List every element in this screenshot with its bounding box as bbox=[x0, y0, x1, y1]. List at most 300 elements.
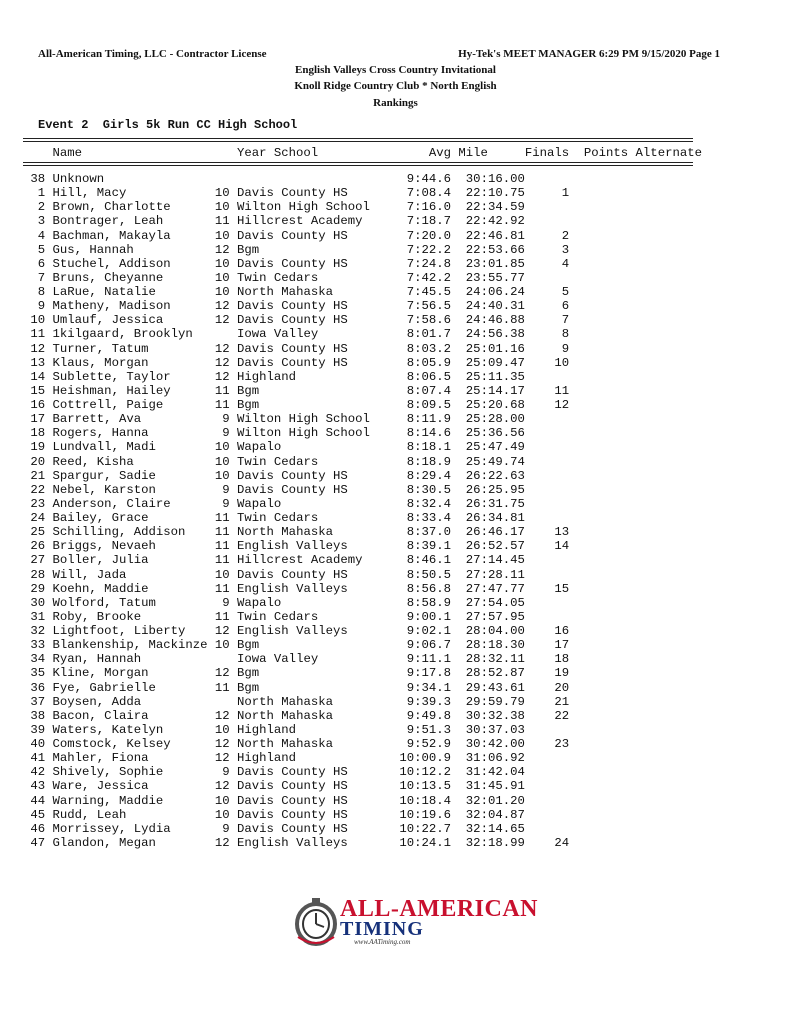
avg-mile-cell: 7:16.0 bbox=[377, 200, 452, 215]
year-cell: 12 bbox=[214, 313, 238, 328]
year-cell: 12 bbox=[214, 242, 238, 257]
name-cell: Stuchel, Addison bbox=[52, 256, 215, 271]
school-cell: Davis County HS bbox=[237, 765, 378, 780]
finals-cell: 29:43.61 bbox=[451, 680, 525, 695]
school-cell: English Valleys bbox=[237, 835, 378, 850]
avg-mile-cell: 9:34.1 bbox=[377, 680, 452, 695]
points-cell: 9 bbox=[524, 341, 570, 356]
table-row bbox=[23, 652, 569, 666]
avg-mile-cell: 10:00.9 bbox=[377, 751, 452, 766]
name-cell: Bailey, Grace bbox=[52, 511, 215, 525]
place-cell: 36 bbox=[23, 680, 53, 695]
points-cell: 7 bbox=[524, 313, 570, 328]
place-cell: 34 bbox=[23, 652, 53, 667]
points-cell: 6 bbox=[524, 299, 570, 314]
avg-mile-cell: 8:37.0 bbox=[377, 525, 452, 540]
finals-cell: 29:59.79 bbox=[451, 694, 525, 709]
finals-cell: 25:09.47 bbox=[451, 355, 525, 370]
meet-venue: Knoll Ridge Country Club * North English bbox=[294, 80, 497, 92]
place-cell: 40 bbox=[23, 737, 53, 751]
avg-mile-cell: 9:39.3 bbox=[377, 694, 452, 709]
place-cell: 9 bbox=[23, 299, 53, 314]
points-cell: 2 bbox=[524, 228, 570, 243]
avg-mile-cell: 10:13.5 bbox=[377, 779, 452, 794]
finals-cell: 25:49.74 bbox=[451, 454, 525, 469]
school-cell: Davis County HS bbox=[237, 468, 378, 483]
finals-cell: 25:11.35 bbox=[451, 369, 525, 384]
place-cell: 24 bbox=[23, 511, 53, 525]
points-cell bbox=[525, 553, 569, 567]
school-cell: Davis County HS bbox=[237, 807, 378, 822]
school-cell: Wilton High School bbox=[237, 200, 378, 215]
finals-cell: 28:52.87 bbox=[451, 666, 525, 681]
avg-mile-cell: 9:11.1 bbox=[377, 652, 452, 667]
year-cell: 10 bbox=[214, 468, 238, 483]
finals-cell: 22:53.66 bbox=[451, 242, 525, 257]
avg-mile-cell: 8:58.9 bbox=[377, 595, 452, 610]
place-cell: 18 bbox=[23, 426, 53, 441]
avg-mile-cell: 9:51.3 bbox=[377, 722, 452, 737]
place-cell: 30 bbox=[23, 595, 53, 610]
meet-title: English Valleys Cross Country Invitational bbox=[295, 64, 496, 76]
place-cell: 15 bbox=[23, 383, 53, 398]
avg-mile-cell: 7:58.6 bbox=[377, 313, 452, 328]
place-cell: 19 bbox=[23, 440, 53, 455]
name-cell: Wolford, Tatum bbox=[52, 595, 215, 610]
points-cell bbox=[525, 200, 569, 214]
school-cell: Hillcrest Academy bbox=[237, 214, 378, 229]
points-cell bbox=[525, 723, 569, 737]
points-cell: 14 bbox=[524, 539, 570, 554]
place-cell: 28 bbox=[23, 567, 53, 582]
place-cell: 22 bbox=[23, 482, 53, 497]
points-cell: 24 bbox=[524, 835, 570, 850]
year-cell: 12 bbox=[214, 835, 238, 850]
year-cell: 11 bbox=[214, 511, 238, 525]
year-cell: 10 bbox=[214, 256, 238, 271]
points-cell: 16 bbox=[524, 624, 570, 638]
logo-url: www.AATiming.com bbox=[354, 938, 411, 946]
table-row bbox=[23, 370, 569, 384]
points-cell bbox=[525, 214, 569, 228]
table-row bbox=[23, 751, 569, 765]
table-row bbox=[23, 582, 569, 596]
points-cell bbox=[525, 497, 569, 511]
points-cell: 13 bbox=[524, 525, 570, 540]
year-cell bbox=[215, 695, 237, 709]
year-cell: 12 bbox=[214, 737, 238, 751]
points-cell: 12 bbox=[524, 398, 570, 412]
finals-cell: 30:32.38 bbox=[451, 708, 525, 723]
year-cell: 12 bbox=[214, 341, 238, 356]
name-cell: Bontrager, Leah bbox=[52, 214, 215, 229]
finals-cell: 28:32.11 bbox=[451, 652, 525, 667]
name-cell: Reed, Kisha bbox=[52, 454, 215, 469]
year-cell: 10 bbox=[214, 454, 238, 469]
school-cell: Wapalo bbox=[237, 496, 378, 511]
points-cell: 3 bbox=[524, 242, 570, 257]
finals-cell: 25:14.17 bbox=[451, 383, 525, 398]
col-header-alternate: Alternate bbox=[628, 146, 702, 160]
points-cell bbox=[525, 412, 569, 426]
name-cell: Waters, Katelyn bbox=[52, 722, 215, 737]
avg-mile-cell: 8:29.4 bbox=[377, 468, 452, 483]
avg-mile-cell: 7:08.4 bbox=[377, 186, 452, 201]
avg-mile-cell: 8:46.1 bbox=[377, 553, 452, 568]
finals-cell: 26:52.57 bbox=[451, 539, 525, 554]
points-cell bbox=[525, 271, 569, 285]
place-cell: 2 bbox=[23, 200, 53, 215]
table-row bbox=[23, 172, 569, 186]
finals-cell: 32:01.20 bbox=[451, 793, 525, 808]
year-cell: 12 bbox=[214, 355, 238, 370]
avg-mile-cell: 8:06.5 bbox=[377, 369, 452, 384]
school-cell: Davis County HS bbox=[237, 821, 378, 836]
name-cell: LaRue, Natalie bbox=[52, 285, 215, 299]
avg-mile-cell: 7:24.8 bbox=[377, 256, 452, 271]
avg-mile-cell: 10:19.6 bbox=[377, 807, 452, 822]
name-cell: Bachman, Makayla bbox=[52, 228, 215, 243]
school-cell: North Mahaska bbox=[237, 285, 378, 299]
name-cell: Ryan, Hannah bbox=[52, 652, 215, 667]
finals-cell: 24:40.31 bbox=[451, 299, 525, 314]
year-cell: 9 bbox=[214, 482, 238, 497]
year-cell: 12 bbox=[214, 299, 238, 314]
table-row bbox=[23, 794, 569, 808]
name-cell: Heishman, Hailey bbox=[52, 383, 215, 398]
name-cell: 1kilgaard, Brooklyn bbox=[52, 327, 215, 342]
points-cell bbox=[525, 808, 569, 822]
points-cell bbox=[525, 511, 569, 525]
school-cell: Davis County HS bbox=[237, 313, 378, 328]
place-cell: 37 bbox=[23, 694, 53, 709]
finals-cell: 32:18.99 bbox=[451, 835, 525, 850]
year-cell: 11 bbox=[214, 525, 238, 540]
place-cell: 35 bbox=[23, 666, 53, 681]
points-cell bbox=[525, 779, 569, 793]
place-cell: 20 bbox=[23, 454, 53, 469]
school-cell: Twin Cedars bbox=[237, 454, 378, 469]
table-row bbox=[23, 695, 569, 709]
avg-mile-cell: 10:18.4 bbox=[377, 793, 452, 808]
avg-mile-cell: 8:03.2 bbox=[377, 341, 452, 356]
year-cell: 10 bbox=[214, 567, 238, 582]
table-row bbox=[23, 624, 569, 638]
school-cell: Highland bbox=[237, 751, 378, 766]
school-cell bbox=[237, 172, 377, 186]
points-cell bbox=[525, 172, 569, 186]
points-cell bbox=[525, 440, 569, 454]
points-cell: 1 bbox=[524, 186, 570, 201]
school-cell: Davis County HS bbox=[237, 341, 378, 356]
year-cell: 11 bbox=[214, 539, 238, 554]
table-row bbox=[23, 723, 569, 737]
name-cell: Bacon, Claira bbox=[52, 708, 215, 723]
table-row bbox=[23, 836, 569, 850]
place-cell: 31 bbox=[23, 609, 53, 624]
school-cell: English Valleys bbox=[237, 539, 378, 554]
table-row bbox=[23, 638, 569, 652]
points-cell: 18 bbox=[524, 652, 570, 667]
finals-cell: 28:04.00 bbox=[451, 624, 525, 638]
finals-cell: 27:14.45 bbox=[451, 553, 525, 568]
school-cell: Wapalo bbox=[237, 595, 378, 610]
name-cell: Sublette, Taylor bbox=[52, 369, 215, 384]
school-cell: North Mahaska bbox=[237, 708, 378, 723]
place-cell: 46 bbox=[23, 821, 53, 836]
year-cell: 11 bbox=[214, 680, 238, 695]
table-row bbox=[23, 426, 569, 440]
avg-mile-cell: 9:02.1 bbox=[377, 624, 452, 638]
place-cell: 33 bbox=[23, 638, 53, 653]
year-cell: 10 bbox=[214, 793, 238, 808]
avg-mile-cell: 8:01.7 bbox=[377, 327, 452, 342]
name-cell: Kline, Morgan bbox=[52, 666, 215, 681]
table-row bbox=[23, 257, 569, 271]
finals-cell: 31:06.92 bbox=[451, 751, 525, 766]
year-cell bbox=[215, 652, 237, 666]
name-cell: Lundvall, Madi bbox=[52, 440, 215, 455]
avg-mile-cell: 7:22.2 bbox=[377, 242, 452, 257]
finals-cell: 22:10.75 bbox=[451, 186, 525, 201]
name-cell: Rudd, Leah bbox=[52, 807, 215, 822]
col-header-points: Points bbox=[569, 146, 629, 160]
school-cell: Wilton High School bbox=[237, 426, 378, 441]
avg-mile-cell: 7:20.0 bbox=[377, 228, 452, 243]
results-table-body bbox=[23, 172, 569, 850]
table-row bbox=[23, 440, 569, 454]
finals-cell: 32:14.65 bbox=[451, 821, 525, 836]
name-cell: Shively, Sophie bbox=[52, 765, 215, 780]
name-cell: Unknown bbox=[52, 172, 215, 186]
finals-cell: 25:47.49 bbox=[451, 440, 525, 455]
year-cell bbox=[215, 172, 237, 186]
name-cell: Rogers, Hanna bbox=[52, 426, 215, 441]
name-cell: Briggs, Nevaeh bbox=[52, 539, 215, 554]
place-cell: 21 bbox=[23, 468, 53, 483]
place-cell: 29 bbox=[23, 581, 53, 596]
col-header-year-school: Year School bbox=[237, 146, 429, 160]
points-cell bbox=[525, 610, 569, 624]
table-row bbox=[23, 483, 569, 497]
avg-mile-cell: 9:17.8 bbox=[377, 666, 452, 681]
points-cell bbox=[525, 483, 569, 497]
points-cell: 22 bbox=[524, 708, 570, 723]
avg-mile-cell: 8:39.1 bbox=[377, 539, 452, 554]
name-cell: Boller, Julia bbox=[52, 553, 215, 568]
finals-cell: 23:55.77 bbox=[451, 270, 525, 285]
school-cell: North Mahaska bbox=[237, 694, 378, 709]
name-cell: Matheny, Madison bbox=[52, 299, 215, 314]
table-header bbox=[23, 146, 702, 160]
place-cell: 42 bbox=[23, 765, 53, 780]
place-cell: 43 bbox=[23, 779, 53, 794]
school-cell: Davis County HS bbox=[237, 793, 378, 808]
name-cell: Spargur, Sadie bbox=[52, 468, 215, 483]
finals-cell: 30:16.00 bbox=[451, 172, 525, 186]
table-row bbox=[23, 553, 569, 567]
table-row bbox=[23, 398, 569, 412]
col-header-finals: Finals bbox=[487, 146, 570, 160]
table-row bbox=[23, 200, 569, 214]
name-cell: Klaus, Morgan bbox=[52, 355, 215, 370]
points-cell bbox=[525, 370, 569, 384]
finals-cell: 24:56.38 bbox=[451, 327, 525, 342]
school-cell: Iowa Valley bbox=[237, 652, 378, 667]
year-cell: 10 bbox=[214, 285, 238, 299]
year-cell: 10 bbox=[214, 807, 238, 822]
avg-mile-cell: 7:56.5 bbox=[377, 299, 452, 314]
table-row bbox=[23, 384, 569, 398]
place-cell: 27 bbox=[23, 553, 53, 568]
table-row bbox=[23, 681, 569, 695]
finals-cell: 24:46.88 bbox=[451, 313, 525, 328]
finals-cell: 32:04.87 bbox=[451, 807, 525, 822]
col-header-avg-mile: Avg Mile bbox=[428, 146, 488, 160]
report-type: Rankings bbox=[373, 97, 418, 109]
place-cell: 44 bbox=[23, 793, 53, 808]
table-row bbox=[23, 610, 569, 624]
name-cell: Umlauf, Jessica bbox=[52, 313, 215, 328]
year-cell: 12 bbox=[214, 708, 238, 723]
school-cell: Hillcrest Academy bbox=[237, 553, 378, 568]
finals-cell: 31:45.91 bbox=[451, 779, 525, 794]
name-cell: Barrett, Ava bbox=[52, 412, 215, 427]
avg-mile-cell: 9:44.6 bbox=[377, 172, 452, 186]
year-cell: 10 bbox=[214, 186, 238, 201]
table-row bbox=[23, 412, 569, 426]
header-software-timestamp: Hy-Tek's MEET MANAGER 6:29 PM 9/15/2020 Page 1 bbox=[458, 48, 720, 60]
school-cell: Bgm bbox=[237, 383, 378, 398]
table-row bbox=[23, 327, 569, 341]
finals-cell: 27:57.95 bbox=[451, 609, 525, 624]
school-cell: Highland bbox=[237, 369, 378, 384]
place-cell: 39 bbox=[23, 722, 53, 737]
avg-mile-cell: 8:56.8 bbox=[377, 581, 452, 596]
name-cell: Comstock, Kelsey bbox=[52, 737, 215, 751]
school-cell: English Valleys bbox=[237, 581, 378, 596]
table-row bbox=[23, 469, 569, 483]
name-cell: Brown, Charlotte bbox=[52, 200, 215, 215]
table-row bbox=[23, 737, 569, 751]
year-cell: 9 bbox=[214, 426, 238, 441]
avg-mile-cell: 7:42.2 bbox=[377, 270, 452, 285]
school-cell: Iowa Valley bbox=[237, 327, 378, 342]
points-cell bbox=[525, 751, 569, 765]
table-row bbox=[23, 596, 569, 610]
avg-mile-cell: 8:07.4 bbox=[377, 383, 452, 398]
school-cell: Davis County HS bbox=[237, 256, 378, 271]
name-cell: Ware, Jessica bbox=[52, 779, 215, 794]
points-cell: 5 bbox=[524, 285, 570, 299]
table-row bbox=[23, 243, 569, 257]
table-row bbox=[23, 709, 569, 723]
name-cell: Gus, Hannah bbox=[52, 242, 215, 257]
name-cell: Warning, Maddie bbox=[52, 793, 215, 808]
finals-cell: 22:42.92 bbox=[451, 214, 525, 229]
finals-cell: 30:42.00 bbox=[451, 737, 525, 751]
year-cell: 12 bbox=[214, 624, 238, 638]
avg-mile-cell: 8:32.4 bbox=[377, 496, 452, 511]
name-cell: Anderson, Claire bbox=[52, 496, 215, 511]
finals-cell: 26:46.17 bbox=[451, 525, 525, 540]
table-row bbox=[23, 229, 569, 243]
finals-cell: 30:37.03 bbox=[451, 722, 525, 737]
name-cell: Glandon, Megan bbox=[52, 835, 215, 850]
school-cell: Highland bbox=[237, 722, 378, 737]
avg-mile-cell: 7:18.7 bbox=[377, 214, 452, 229]
points-cell: 10 bbox=[524, 355, 570, 370]
header-organization: All-American Timing, LLC - Contractor License bbox=[38, 48, 267, 60]
year-cell: 11 bbox=[214, 581, 238, 596]
place-cell: 38 bbox=[23, 172, 53, 186]
school-cell: Wapalo bbox=[237, 440, 378, 455]
all-american-timing-logo bbox=[294, 893, 538, 953]
finals-cell: 24:06.24 bbox=[451, 285, 525, 299]
school-cell: Davis County HS bbox=[237, 482, 378, 497]
school-cell: Bgm bbox=[237, 398, 378, 412]
year-cell: 10 bbox=[214, 270, 238, 285]
school-cell: Bgm bbox=[237, 666, 378, 681]
year-cell: 9 bbox=[214, 821, 238, 836]
name-cell: Nebel, Karston bbox=[52, 482, 215, 497]
school-cell: English Valleys bbox=[237, 624, 378, 638]
avg-mile-cell: 9:49.8 bbox=[377, 708, 452, 723]
points-cell: 8 bbox=[524, 327, 570, 342]
finals-cell: 28:18.30 bbox=[451, 638, 525, 653]
year-cell bbox=[215, 327, 237, 341]
year-cell: 12 bbox=[214, 779, 238, 794]
year-cell: 12 bbox=[214, 751, 238, 766]
place-cell: 13 bbox=[23, 355, 53, 370]
school-cell: North Mahaska bbox=[237, 525, 378, 540]
place-cell: 1 bbox=[23, 186, 53, 201]
year-cell: 9 bbox=[214, 765, 238, 780]
place-cell: 10 bbox=[23, 313, 53, 328]
year-cell: 9 bbox=[214, 412, 238, 427]
finals-cell: 31:42.04 bbox=[451, 765, 525, 780]
table-row bbox=[23, 497, 569, 511]
year-cell: 10 bbox=[214, 200, 238, 215]
name-cell: Cottrell, Paige bbox=[52, 398, 215, 412]
table-row bbox=[23, 511, 569, 525]
year-cell: 9 bbox=[214, 595, 238, 610]
finals-cell: 26:25.95 bbox=[451, 482, 525, 497]
place-cell: 5 bbox=[23, 242, 53, 257]
year-cell: 10 bbox=[214, 228, 238, 243]
avg-mile-cell: 9:06.7 bbox=[377, 638, 452, 653]
points-cell: 11 bbox=[524, 383, 570, 398]
year-cell: 12 bbox=[214, 666, 238, 681]
school-cell: Bgm bbox=[237, 242, 378, 257]
finals-cell: 25:36.56 bbox=[451, 426, 525, 441]
points-cell bbox=[525, 469, 569, 483]
table-top-rule bbox=[23, 138, 693, 142]
avg-mile-cell: 9:52.9 bbox=[377, 737, 452, 751]
avg-mile-cell: 10:22.7 bbox=[377, 821, 452, 836]
event-title: Event 2 Girls 5k Run CC High School bbox=[38, 118, 298, 132]
place-cell: 16 bbox=[23, 398, 53, 412]
place-cell: 38 bbox=[23, 708, 53, 723]
avg-mile-cell: 8:14.6 bbox=[377, 426, 452, 441]
table-row bbox=[23, 822, 569, 836]
table-row bbox=[23, 356, 569, 370]
year-cell: 11 bbox=[214, 553, 238, 568]
avg-mile-cell: 8:50.5 bbox=[377, 567, 452, 582]
finals-cell: 26:22.63 bbox=[451, 468, 525, 483]
finals-cell: 22:34.59 bbox=[451, 200, 525, 215]
place-cell: 23 bbox=[23, 496, 53, 511]
